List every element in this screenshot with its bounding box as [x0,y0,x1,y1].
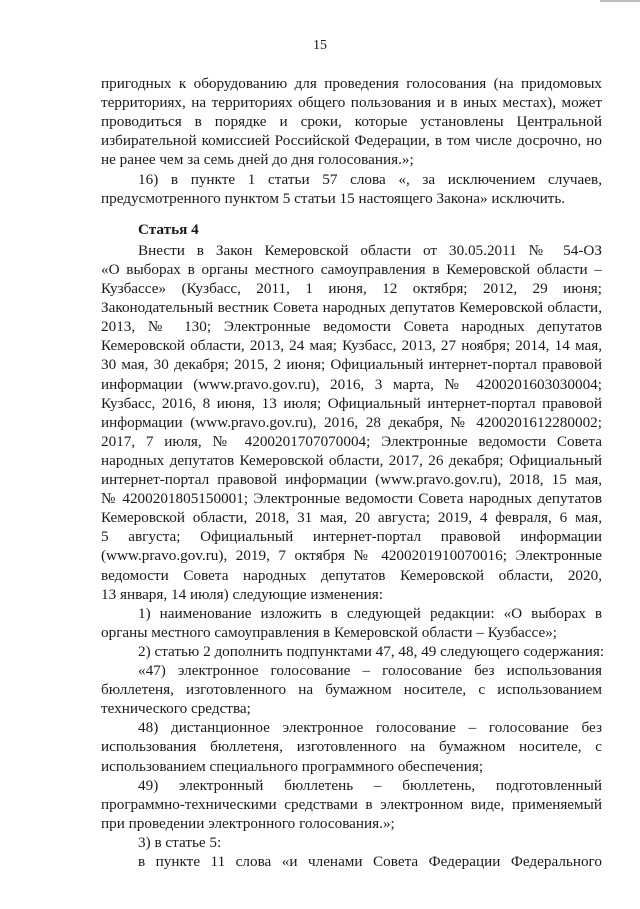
text-line: интернет-портал правовой информации (www.pravo.gov.ru), 2018, 15 мая, [101,471,602,488]
text-line: при проведении электронного голосования.»; [101,814,395,832]
text-line: 13 января, 14 июля) следующие изменения: [101,585,383,603]
article-heading: Статья 4 [138,220,199,238]
text-line: 2017, 7 июля, № 4200201707070004; Электронные ведомости Совета [101,432,602,450]
scan-edge-mark [600,0,640,2]
text-line: информации (www.pravo.gov.ru), 2016, 3 марта, № 4200201603030004; [101,375,602,393]
text-line: 5 августа; Официальный интернет-портал правовой информации [101,528,602,546]
text-line: бюллетеня, изготовленного на бумажном носителе, с использованием [101,681,602,699]
text-line [101,871,602,890]
text-line: 49) электронный бюллетень – бюллетень, подготовленный [138,776,602,794]
text-line: 30 мая, 30 декабря; 2015, 2 июня; Официальный интернет-портал правовой [101,356,602,374]
text-line: ведомости Совета народных депутатов Кемеровской области, 2020, [101,566,602,584]
text-line: технического средства; [101,700,251,718]
text-line: (www.pravo.gov.ru), 2019, 7 октября № 4200201910070016; Электронные [101,547,602,565]
text-line: Законодательный вестник Совета народных депутатов Кемеровской области, [101,299,602,317]
text-line: Внести в Закон Кемеровской области от 30.05.2011 № 54-ОЗ [138,241,602,259]
text-line: 16) в пункте 1 статьи 57 слова «, за исключением случаев, [138,170,602,188]
text-line: Кемеровской области, 2018, 31 мая, 20 августа; 2019, 4 февраля, 6 мая, [101,509,602,527]
text-line: органы местного самоуправления в Кемеровской области – Кузбассе»; [101,623,558,641]
text-line: информации (www.pravo.gov.ru), 2016, 28 декабря, № 4200201612280002; [101,413,602,431]
text-line: предусмотренного пунктом 5 статьи 15 настоящего Закона» исключить. [101,189,566,207]
text-line: использования бюллетеня, изготовленного на бумажном носителе, с [101,738,602,756]
text-line: «47) электронное голосование – голосование без использования [138,662,602,679]
text-line: использованием специального программного обеспечения; [101,757,484,775]
text-line: 2013, № 130; Электронные ведомости Совета народных депутатов [101,318,602,336]
text-line [101,890,602,909]
text-line: избирательной комиссией Российской Федерации, в том числе досрочно, но [101,132,602,150]
text-line: 1) наименование изложить в следующей редакции: «О выборах в [138,604,602,622]
text-line: 48) дистанционное электронное голосование – голосование без [138,719,602,737]
text-line: 3) в статье 5: [138,833,222,851]
text-line: программно-техническими средствами в электронном виде, применяемый [101,795,602,813]
text-line: пригодных к оборудованию для проведения голосования (на придомовых [101,75,602,92]
text-line: 2) статью 2 дополнить подпунктами 47, 48, 49 следующего содержания: [138,642,605,660]
text-line: Кемеровской области, 2013, 24 мая; Кузбасс, 2013, 27 ноября; 2014, 14 мая, [101,337,602,355]
text-line: «О выборах в органы местного самоуправления в Кемеровской области – [101,260,602,278]
text-line: в пункте 11 слова «и членами Совета Федерации Федерального [138,853,602,870]
text-line: Кузбасс, 2016, 8 июня, 13 июля; Официальный интернет-портал правовой [101,394,602,412]
text-line: не ранее чем за семь дней до дня голосования.»; [101,151,414,169]
text-line: № 4200201805150001; Электронные ведомости Совета народных депутатов [101,490,602,508]
text-line: проводиться в порядке и сроки, которые установлены Центральной [101,113,602,131]
text-line: Кузбассе» (Кузбасс, 2011, 1 июня, 12 октября; 2012, 29 июня; [101,280,602,297]
text-line: народных депутатов Кемеровской области, 2017, 26 декабря; Официальный [101,451,602,469]
text-line: территориях, на территориях общего пользования и в иных местах), может [101,94,602,112]
page-number: 15 [313,38,327,53]
